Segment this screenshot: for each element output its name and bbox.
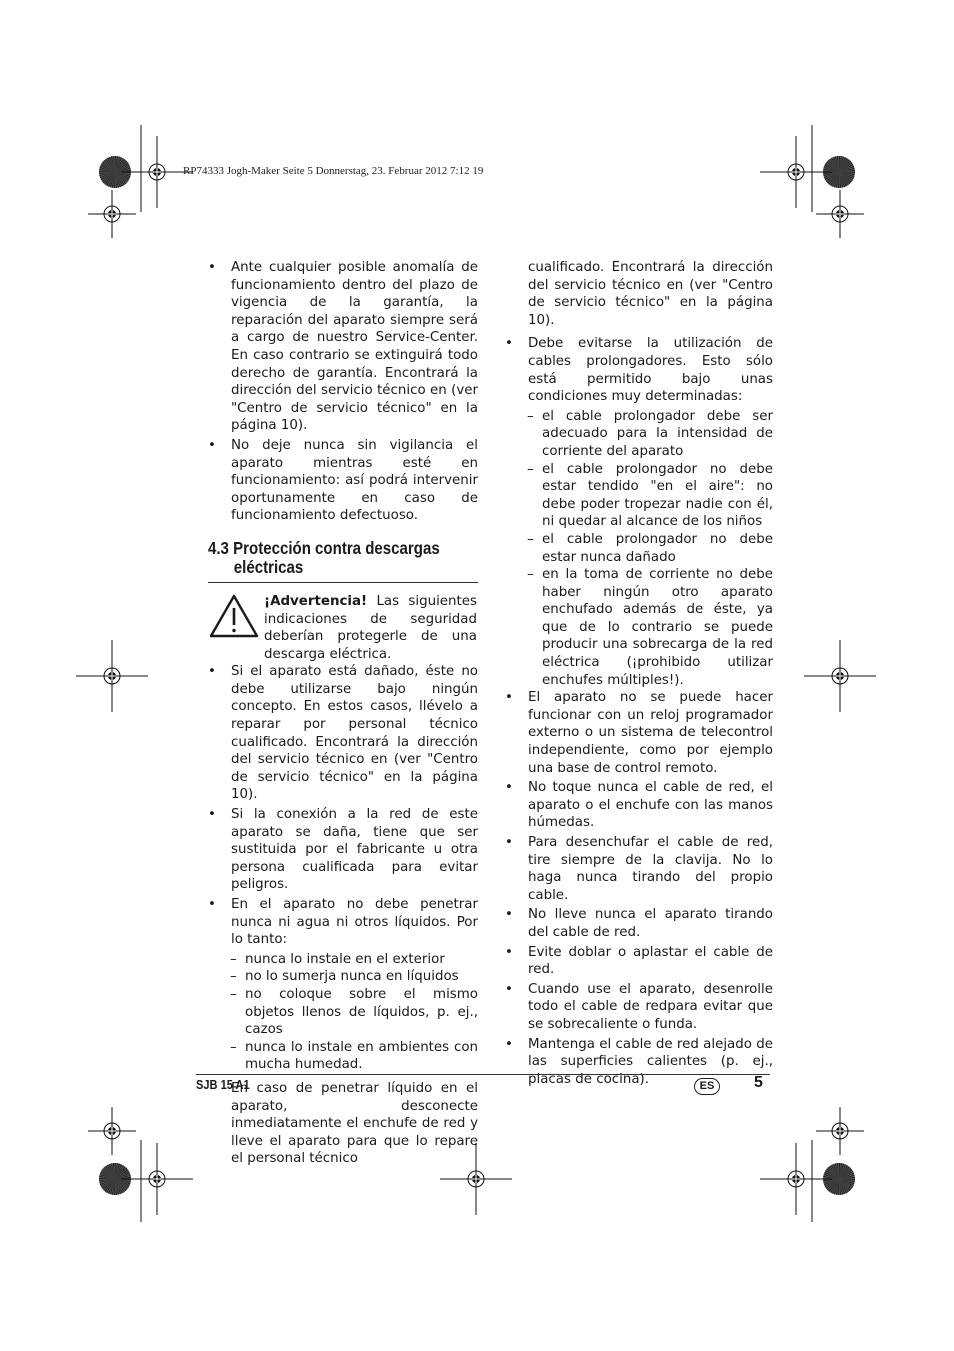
list-item: • No lleve nunca el aparato tirando del cable de red. [505,906,773,941]
warning-box [208,593,478,663]
warning-triangle-icon [208,593,264,663]
left-column [208,259,478,1168]
list-item: • Si el aparato está dañado, éste no debe utilizarse bajo ningún concepto. En estos casos, llévelo a reparar por personal técnico cualificado. Encontrará la dirección del servicio técnico en (ver "Centro de servicio técnico" en la página 10). [208,663,478,804]
list-item: • En el aparato no debe penetrar nunca ni agua ni otros líquidos. Por lo tanto: [208,896,478,949]
list-item: • Mantenga el cable de red alejado de las superficies calientes (p. ej., placas de cocina). [505,1036,773,1089]
list-item: • Cuando use el aparato, desenrolle todo el cable de redpara evitar que se sobrecaliente o funda. [505,981,773,1034]
sub-list-item: – el cable prolongador no debe estar nunca dañado [505,531,773,566]
print-header: RP74333 Jogh-Maker Seite 5 Donnerstag, 23. Februar 2012 7:12 19 [183,165,484,177]
crosshair-registration-mark [88,190,136,238]
warning-body: Las siguientes indicaciones de seguridad deberían protegerle de una descarga eléctrica. [264,593,477,662]
section-title-line1: 4.3 Protección contra descargas [208,537,440,558]
list-item: • No deje nunca sin vigilancia el aparato mientras esté en funcionamiento: así podrá intervenir oportunamente en caso de funcionamiento defectuoso. [208,437,478,525]
sub-list-item: – nunca lo instale en el exterior [208,951,478,969]
crosshair-registration-mark [121,1143,193,1215]
sub-list-item: – el cable prolongador no debe estar tendido "en el aire": no debe poder tropezar nadie con él, ni quedar al alcance de los niños [505,461,773,531]
section-divider [208,582,478,583]
footer-divider [196,1074,770,1075]
crosshair-registration-mark [76,640,148,712]
list-item: • Debe evitarse la utilización de cables prolongadores. Esto sólo está permitido bajo unas condiciones muy determinadas: [505,335,773,405]
crosshair-registration-mark [816,1107,864,1155]
crosshair-registration-mark [760,1143,832,1215]
warning-text [264,593,477,663]
list-item: • El aparato no se puede hacer funcionar con un reloj programador externo o un sistema de telecontrol independiente, como por ejemplo una base de control remoto. [505,689,773,777]
sub-list-item: – nunca lo instale en ambientes con mucha humedad. [208,1039,478,1074]
sub-list-item: – no lo sumerja nunca en líquidos [208,968,478,986]
language-badge: ES [694,1078,720,1095]
sub-list-item: – en la toma de corriente no debe haber ningún otro aparato enchufado además de éste, ya que de lo contrario se puede producir una sobrecarga de la red eléctrica (¡prohibido utilizar enchufes múltiples!). [505,566,773,689]
crosshair-registration-mark [816,190,864,238]
list-item: • Si la conexión a la red de este aparato se daña, tiene que ser sustituida por el fabricante u otra persona cualificada para evitar peligros. [208,806,478,894]
list-item: • Para desenchufar el cable de red, tire siempre de la clavija. No lo haga nunca tirando del propio cable. [505,834,773,904]
crosshair-registration-mark [760,136,832,208]
list-item: • No toque nunca el cable de red, el aparato o el enchufe con las manos húmedas. [505,779,773,832]
right-column [505,259,773,1090]
warning-label: ¡Advertencia! [264,593,368,609]
sub-list-item: – no coloque sobre el mismo objetos llenos de líquidos, p. ej., cazos [208,986,478,1039]
list-item: • Ante cualquier posible anomalía de funcionamiento dentro del plazo de vigencia de la garantía, la reparación del aparato siempre será a cargo de nuestro Service-Center. En caso contrario se extinguirá todo derecho de garantía. Encontrará la dirección del servicio técnico en (ver "Centro de servicio técnico" en la página 10). [208,259,478,435]
continuation-text: cualificado. Encontrará la dirección del servicio técnico en (ver "Centro de servicio técnico" en la página 10). [528,260,773,328]
sub-list-item: – el cable prolongador debe ser adecuado para la intensidad de corriente del aparato [505,408,773,461]
page-number: 5 [754,1074,763,1091]
crosshair-registration-mark [88,1107,136,1155]
section-title [208,539,440,577]
closing-paragraph: En caso de penetrar líquido en el aparato, desconecte inmediatamente el enchufe de red y lleve el aparato para que lo repare el personal técnico [231,1080,478,1167]
section-title-line2: eléctricas [233,556,304,577]
crosshair-registration-mark [804,640,876,712]
model-number: SJB 15 A1 [196,1077,250,1092]
list-item: • Evite doblar o aplastar el cable de red. [505,944,773,979]
